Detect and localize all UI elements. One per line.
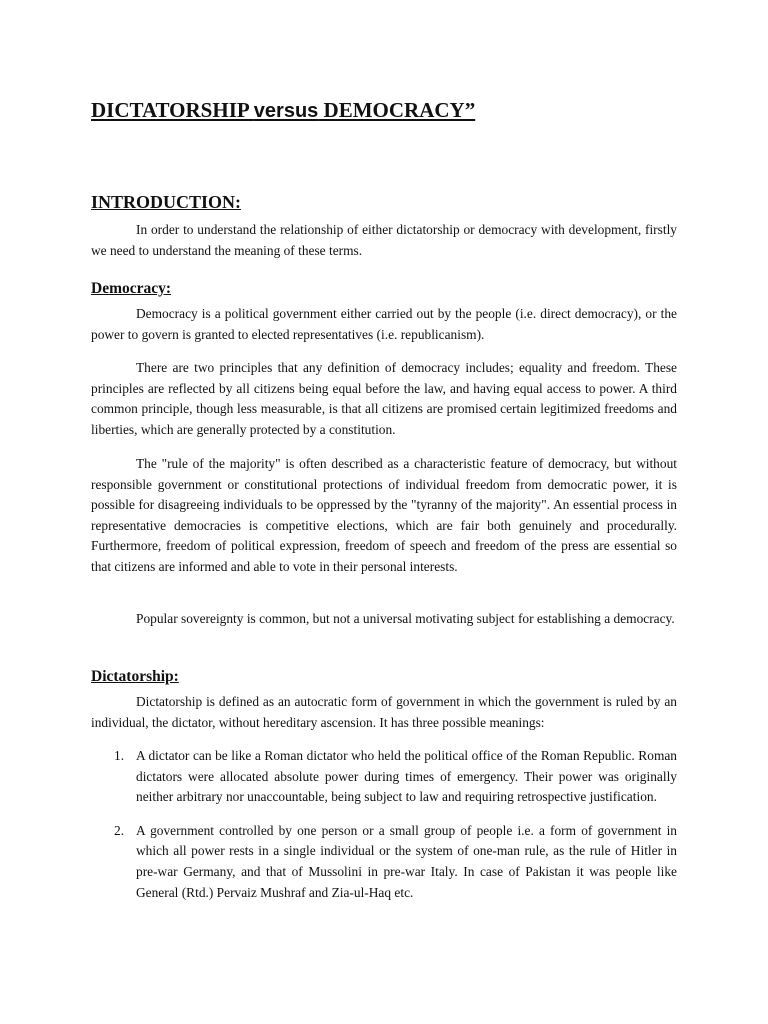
list-item-text: A government controlled by one person or a small group of people i.e. a form of government in which all power rests in a single individual or the system of one-man rule, as the rule of Hitler in pre-war Germany, and that of Mussolini in pre-war Italy. In case of Pakistan it was people like General (Rtd.) Pervaiz Mushraf and Zia-ul-Haq etc. bbox=[136, 822, 677, 900]
dictatorship-meanings-list bbox=[91, 746, 677, 903]
page-title bbox=[91, 96, 475, 125]
democracy-paragraph-3: The "rule of the majority" is often described as a characteristic feature of democracy, but without responsible government or constitutional protections of individual freedom from democratic power, it is possible for disagreeing individuals to be oppressed by the "tyranny of the majority". An essential process in representative democracies is competitive elections, which are fair both genuinely and procedurally. Furthermore, freedom of political expression, freedom of speech and freedom of the press are essential so that citizens are informed and able to vote in their personal interests. bbox=[91, 456, 677, 574]
list-item bbox=[91, 821, 677, 903]
list-item bbox=[91, 746, 677, 808]
introduction-heading: INTRODUCTION: bbox=[91, 192, 242, 212]
democracy-paragraph-2: There are two principles that any definition of democracy includes; equality and freedom. These principles are reflected by all citizens being equal before the law, and having equal access to power. A third common principle, though less measurable, is that all citizens are promised certain legitimized freedoms and liberties, which are generally protected by a constitution. bbox=[91, 360, 677, 437]
title-part-versus: versus bbox=[253, 100, 319, 122]
introduction-paragraph: In order to understand the relationship of either dictatorship or democracy with development, firstly we need to understand the meaning of these terms. bbox=[91, 222, 677, 258]
democracy-paragraph-4: Popular sovereignty is common, but not a universal motivating subject for establishing a democracy. bbox=[136, 611, 675, 626]
list-item-text: A dictator can be like a Roman dictator who held the political office of the Roman Republic. Roman dictators were allocated absolute power during times of emergency. Their power was originally neither arbitrary nor unaccountable, being subject to law and requiring retrospective justification. bbox=[136, 748, 677, 805]
title-part-democracy: DEMOCRACY” bbox=[318, 98, 476, 122]
list-item-number: 1. bbox=[114, 748, 125, 763]
democracy-heading: Democracy: bbox=[91, 280, 172, 297]
dictatorship-heading: Dictatorship: bbox=[91, 668, 179, 685]
list-item-number: 2. bbox=[114, 822, 125, 838]
dictatorship-paragraph: Dictatorship is defined as an autocratic form of government in which the government is ruled by an individual, the dictator, without hereditary ascension. It has three possible meanings: bbox=[91, 694, 677, 730]
title-part-dictatorship: DICTATORSHIP bbox=[91, 98, 254, 122]
democracy-paragraph-1: Democracy is a political government either carried out by the people (i.e. direct democracy), or the power to govern is granted to elected representatives (i.e. republicanism). bbox=[91, 306, 677, 342]
